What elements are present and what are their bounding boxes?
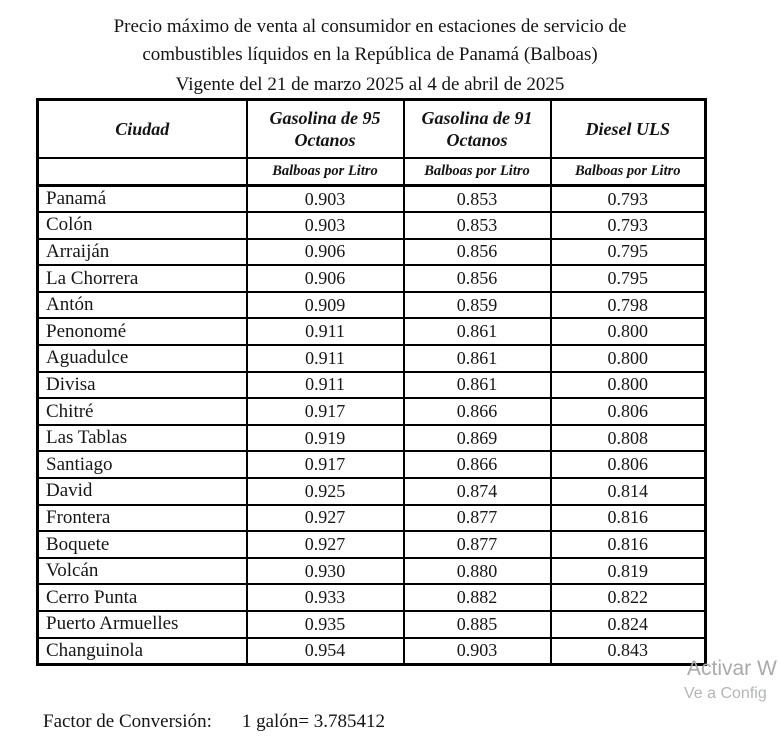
table-row: [38, 425, 706, 452]
table-row: [38, 186, 706, 213]
table-row: [38, 451, 706, 478]
price-gasolina-95-cell: 0.909: [247, 292, 404, 319]
price-diesel-uls-cell: 0.814: [551, 478, 706, 505]
price-diesel-uls-cell: 0.816: [551, 505, 706, 532]
unit-cell-diesel-uls: Balboas por Litro: [551, 158, 706, 186]
price-gasolina-91-cell: 0.861: [404, 318, 551, 345]
column-header-diesel-uls: Diesel ULS: [551, 100, 706, 158]
document-title: [36, 13, 704, 69]
price-diesel-uls-cell: 0.793: [551, 212, 706, 239]
windows-activation-watermark-line2: Ve a Config: [684, 685, 767, 702]
city-cell: Cerro Punta: [38, 584, 247, 611]
price-gasolina-91-cell: 0.866: [404, 398, 551, 425]
price-diesel-uls-cell: 0.798: [551, 292, 706, 319]
city-cell: Puerto Armuelles: [38, 611, 247, 638]
price-gasolina-95-cell: 0.903: [247, 186, 404, 213]
price-gasolina-95-cell: 0.917: [247, 451, 404, 478]
price-gasolina-95-cell: 0.933: [247, 584, 404, 611]
table-row: [38, 505, 706, 532]
city-cell: Santiago: [38, 451, 247, 478]
price-gasolina-91-cell: 0.861: [404, 372, 551, 399]
price-gasolina-95-cell: 0.917: [247, 398, 404, 425]
city-cell: Divisa: [38, 372, 247, 399]
price-diesel-uls-cell: 0.806: [551, 398, 706, 425]
table-row: [38, 318, 706, 345]
city-cell: Boquete: [38, 531, 247, 558]
price-gasolina-95-cell: 0.911: [247, 345, 404, 372]
table-row: [38, 372, 706, 399]
table-row: [38, 212, 706, 239]
price-gasolina-95-cell: 0.935: [247, 611, 404, 638]
price-gasolina-95-cell: 0.911: [247, 372, 404, 399]
city-cell: Chitré: [38, 398, 247, 425]
table-unit-row: [38, 158, 706, 186]
table-row: [38, 398, 706, 425]
city-cell: Antón: [38, 292, 247, 319]
windows-activation-watermark-line1: Activar W: [687, 657, 777, 680]
price-gasolina-95-cell: 0.930: [247, 558, 404, 585]
price-gasolina-91-cell: 0.885: [404, 611, 551, 638]
city-cell: Colón: [38, 212, 247, 239]
city-cell: Volcán: [38, 558, 247, 585]
city-cell: Frontera: [38, 505, 247, 532]
city-cell: La Chorrera: [38, 265, 247, 292]
document-title-line2: combustibles líquidos en la República de Panamá (Balboas): [142, 44, 598, 65]
unit-cell-empty: [38, 158, 247, 186]
table-row: [38, 478, 706, 505]
price-gasolina-91-cell: 0.853: [404, 212, 551, 239]
table-row: [38, 584, 706, 611]
price-gasolina-91-cell: 0.880: [404, 558, 551, 585]
document-title-line1: Precio máximo de venta al consumidor en estaciones de servicio de: [113, 16, 627, 37]
price-diesel-uls-cell: 0.824: [551, 611, 706, 638]
price-gasolina-91-cell: 0.853: [404, 186, 551, 213]
validity-period: Vigente del 21 de marzo 2025 al 4 de abril de 2025: [175, 74, 565, 95]
price-diesel-uls-cell: 0.793: [551, 186, 706, 213]
price-diesel-uls-cell: 0.816: [551, 531, 706, 558]
price-gasolina-95-cell: 0.911: [247, 318, 404, 345]
price-gasolina-95-cell: 0.927: [247, 505, 404, 532]
price-table-body: [38, 186, 706, 665]
price-gasolina-91-cell: 0.877: [404, 531, 551, 558]
price-diesel-uls-cell: 0.795: [551, 239, 706, 266]
table-row: [38, 611, 706, 638]
column-header-gasolina-95: Gasolina de 95 Octanos: [247, 100, 404, 158]
price-diesel-uls-cell: 0.800: [551, 318, 706, 345]
price-gasolina-91-cell: 0.877: [404, 505, 551, 532]
city-cell: Las Tablas: [38, 425, 247, 452]
price-diesel-uls-cell: 0.800: [551, 372, 706, 399]
unit-cell-gasolina-95: Balboas por Litro: [247, 158, 404, 186]
price-gasolina-95-cell: 0.906: [247, 265, 404, 292]
price-gasolina-95-cell: 0.925: [247, 478, 404, 505]
table-row: [38, 292, 706, 319]
price-gasolina-95-cell: 0.954: [247, 638, 404, 665]
price-gasolina-95-cell: 0.919: [247, 425, 404, 452]
price-diesel-uls-cell: 0.819: [551, 558, 706, 585]
price-gasolina-91-cell: 0.856: [404, 239, 551, 266]
column-header-ciudad: Ciudad: [38, 100, 247, 158]
price-diesel-uls-cell: 0.795: [551, 265, 706, 292]
city-cell: Arraiján: [38, 239, 247, 266]
price-diesel-uls-cell: 0.808: [551, 425, 706, 452]
price-diesel-uls-cell: 0.800: [551, 345, 706, 372]
city-cell: David: [38, 478, 247, 505]
table-row: [38, 558, 706, 585]
column-header-gasolina-91: Gasolina de 91 Octanos: [404, 100, 551, 158]
price-diesel-uls-cell: 0.806: [551, 451, 706, 478]
table-header-row: [38, 100, 706, 158]
price-gasolina-91-cell: 0.903: [404, 638, 551, 665]
price-gasolina-95-cell: 0.903: [247, 212, 404, 239]
price-diesel-uls-cell: 0.843: [551, 638, 706, 665]
table-row: [38, 531, 706, 558]
price-diesel-uls-cell: 0.822: [551, 584, 706, 611]
city-cell: Penonomé: [38, 318, 247, 345]
price-gasolina-91-cell: 0.856: [404, 265, 551, 292]
price-gasolina-91-cell: 0.859: [404, 292, 551, 319]
fuel-price-table: [36, 98, 707, 666]
unit-cell-gasolina-91: Balboas por Litro: [404, 158, 551, 186]
conversion-factor-label: Factor de Conversión:: [43, 711, 212, 732]
city-cell: Aguadulce: [38, 345, 247, 372]
price-gasolina-95-cell: 0.906: [247, 239, 404, 266]
table-row: [38, 638, 706, 665]
city-cell: Changuinola: [38, 638, 247, 665]
table-row: [38, 239, 706, 266]
price-gasolina-91-cell: 0.869: [404, 425, 551, 452]
price-gasolina-95-cell: 0.927: [247, 531, 404, 558]
price-gasolina-91-cell: 0.866: [404, 451, 551, 478]
conversion-factor-note: [43, 709, 385, 735]
conversion-factor-value: 1 galón= 3.785412: [241, 711, 386, 732]
table-row: [38, 345, 706, 372]
price-gasolina-91-cell: 0.861: [404, 345, 551, 372]
price-gasolina-91-cell: 0.882: [404, 584, 551, 611]
table-row: [38, 265, 706, 292]
city-cell: Panamá: [38, 186, 247, 213]
price-gasolina-91-cell: 0.874: [404, 478, 551, 505]
